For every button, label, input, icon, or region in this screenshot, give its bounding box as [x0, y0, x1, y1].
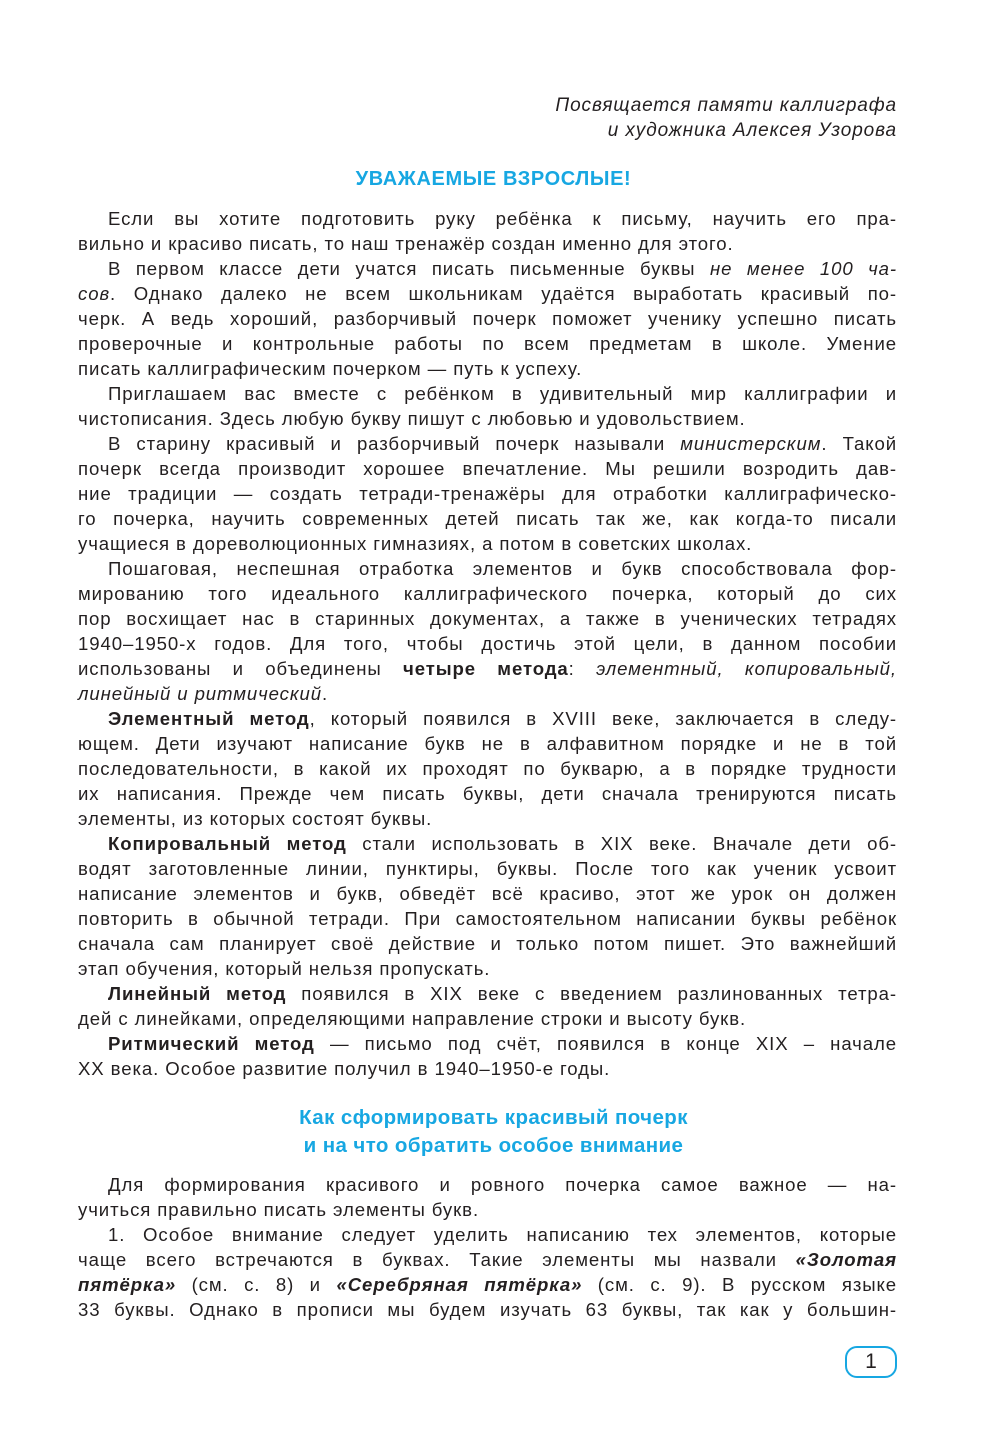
text-line [78, 1031, 897, 1056]
subsection-heading-line: и на что обратить особое внимание [303, 1134, 684, 1157]
text-run: , который появился в XVIII веке, заключается в следу- [309, 708, 898, 729]
text-run: . Такой [821, 433, 897, 454]
handwriting-text [78, 1172, 897, 1322]
section-heading: УВАЖАЕМЫЕ ВЗРОСЛЫЕ! [355, 168, 632, 190]
text-run: писать каллиграфическим почерком — путь к успеху. [78, 358, 583, 379]
text-line [78, 206, 897, 231]
text-line [78, 831, 897, 856]
text-line [78, 381, 897, 406]
text-line [78, 856, 897, 881]
text-run: черк. А ведь хороший, разборчивый почерк поможет ученику успешно писать [78, 308, 897, 329]
paragraph [78, 1172, 897, 1222]
text-run: : [568, 658, 597, 679]
intro-text [78, 206, 897, 1081]
emphasis-run: Линейный метод [108, 983, 287, 1004]
text-run: ние традиции — создать тетради-тренажёры для отработки каллиграфическо- [78, 483, 897, 504]
text-line [78, 706, 897, 731]
text-run: 1. Особое внимание следует уделить написанию тех элементов, которые [108, 1224, 897, 1245]
emphasis-run: линейный и ритмический [78, 683, 323, 704]
text-line [78, 606, 897, 631]
text-run: элементы, из которых состоят буквы. [78, 808, 433, 829]
paragraph [78, 831, 897, 981]
emphasis-run: Элементный метод [108, 708, 310, 729]
text-line [78, 1006, 897, 1031]
text-run: учиться правильно писать элементы букв. [78, 1199, 480, 1220]
text-line [78, 806, 897, 831]
text-run: В старину красивый и разборчивый почерк называли [108, 433, 681, 454]
paragraph [78, 981, 897, 1031]
text-line [78, 431, 897, 456]
text-run: пор восхищает нас в старинных документах, а также в ученических тетрадях [78, 608, 897, 629]
text-line [78, 631, 897, 656]
text-run: сначала сам планирует своё действие и только потом пишет. Это важнейший [78, 933, 897, 954]
text-line [78, 1297, 897, 1322]
text-line [78, 531, 897, 556]
text-line [78, 1222, 897, 1247]
text-run: (см. с. 9). В русском языке [582, 1274, 897, 1295]
text-run: 33 буквы. Однако в прописи мы будем изучать 63 буквы, так как у большин- [78, 1299, 897, 1320]
text-run: Приглашаем вас вместе с ребёнком в удивительный мир каллиграфии и [108, 383, 897, 404]
text-line [78, 356, 897, 381]
emphasis-run: Копировальный метод [108, 833, 347, 854]
text-run: проверочные и контрольные работы по всем предметам в школе. Умение [78, 333, 897, 354]
paragraph [78, 556, 897, 706]
text-line [78, 406, 897, 431]
text-run: чистописания. Здесь любую букву пишут с любовью и удовольствием. [78, 408, 746, 429]
text-run: 1940–1950-х годов. Для того, чтобы достичь этой цели, в данном пособии [78, 633, 897, 654]
text-line [78, 1272, 897, 1297]
text-run: мированию того идеального каллиграфического почерка, который до сих [78, 583, 897, 604]
text-line [78, 756, 897, 781]
emphasis-run: «Золотая [795, 1249, 897, 1270]
text-run: написание элементов и букв, обведёт всё красиво, этот же урок он должен [78, 883, 897, 904]
emphasis-run: элементный, копировальный, [596, 658, 897, 679]
text-run: — письмо под счёт, появился в конце XIX – начале [314, 1033, 897, 1054]
emphasis-run: четыре метода [403, 658, 569, 679]
text-line [78, 456, 897, 481]
emphasis-run: пятёрка» [78, 1274, 177, 1295]
text-line [78, 331, 897, 356]
text-line [78, 581, 897, 606]
emphasis-run: министерским [680, 433, 822, 454]
text-run: Для формирования красивого и ровного почерка самое важное — на- [108, 1174, 897, 1195]
text-line [78, 1172, 897, 1197]
text-run: стали использовать в XIX веке. Вначале дети об- [346, 833, 897, 854]
text-line [78, 231, 897, 256]
text-line [78, 956, 897, 981]
text-run: чаще всего встречаются в буквах. Такие элементы мы назвали [78, 1249, 796, 1270]
text-run: этап обучения, который нельзя пропускать. [78, 958, 491, 979]
text-line [78, 731, 897, 756]
paragraph [78, 381, 897, 431]
text-line [78, 931, 897, 956]
text-line [78, 306, 897, 331]
text-run: В первом классе дети учатся писать письменные буквы [108, 258, 710, 279]
text-run: последовательности, в какой их проходят по букварю, а в порядке трудности [78, 758, 897, 779]
text-run: вильно и красиво писать, то наш тренажёр создан именно для этого. [78, 233, 734, 254]
text-run: ющем. Дети изучают написание букв не в алфавитном порядке и не в той [78, 733, 897, 754]
text-run: появился в XIX веке с введением разлинованных тетра- [286, 983, 897, 1004]
text-line [78, 481, 897, 506]
text-run: Пошаговая, неспешная отработка элементов и букв способствовала фор- [108, 558, 897, 579]
page-number: 1 [845, 1346, 897, 1378]
text-run: . Однако далеко не всем школьникам удаётся выработать красивый по- [110, 283, 897, 304]
text-line [78, 506, 897, 531]
text-run: XX века. Особое развитие получил в 1940–1950-е годы. [78, 1058, 611, 1079]
text-run: . [322, 683, 329, 704]
text-line [78, 881, 897, 906]
text-line [78, 656, 897, 681]
text-line [78, 1056, 897, 1081]
text-line [78, 256, 897, 281]
paragraph [78, 1222, 897, 1322]
text-run: (см. с. 8) и [176, 1274, 337, 1295]
emphasis-run: «Серебряная пятёрка» [336, 1274, 583, 1295]
text-line [78, 906, 897, 931]
paragraph [78, 206, 897, 256]
text-line [78, 1197, 897, 1222]
subsection-heading-line: Как сформировать красивый почерк [299, 1106, 688, 1129]
text-line [78, 681, 897, 706]
text-run: повторить в обычной тетради. При самостоятельном написании буквы ребёнок [78, 908, 897, 929]
text-run: дей с линейками, определяющими направление строки и высоту букв. [78, 1008, 747, 1029]
text-line [78, 281, 897, 306]
text-run: Если вы хотите подготовить руку ребёнка к письму, научить его пра- [108, 208, 897, 229]
text-line [78, 981, 897, 1006]
text-run: водят заготовленные линии, пунктиры, буквы. После того как ученик усвоит [78, 858, 897, 879]
text-run: их написания. Прежде чем писать буквы, дети сначала тренируются писать [78, 783, 897, 804]
emphasis-run: Ритмический метод [108, 1033, 315, 1054]
paragraph [78, 1031, 897, 1081]
text-run: учащиеся в дореволюционных гимназиях, а потом в советских школах. [78, 533, 753, 554]
emphasis-run: не менее 100 ча- [709, 258, 898, 279]
paragraph [78, 431, 897, 556]
text-run: использованы и объединены [78, 658, 403, 679]
text-run: го почерка, научить современных детей писать так же, как когда-то писали [78, 508, 897, 529]
text-line [78, 1247, 897, 1272]
text-run: почерк всегда производит хорошее впечатление. Мы решили возродить дав- [78, 458, 897, 479]
subsection-heading [0, 1104, 987, 1160]
paragraph [78, 256, 897, 381]
emphasis-run: сов [78, 283, 111, 304]
paragraph [78, 706, 897, 831]
dedication-line: Посвящается памяти каллиграфа [555, 95, 897, 116]
dedication [555, 93, 897, 143]
dedication-line: и художника Алексея Узорова [607, 120, 897, 141]
text-line [78, 781, 897, 806]
text-line [78, 556, 897, 581]
